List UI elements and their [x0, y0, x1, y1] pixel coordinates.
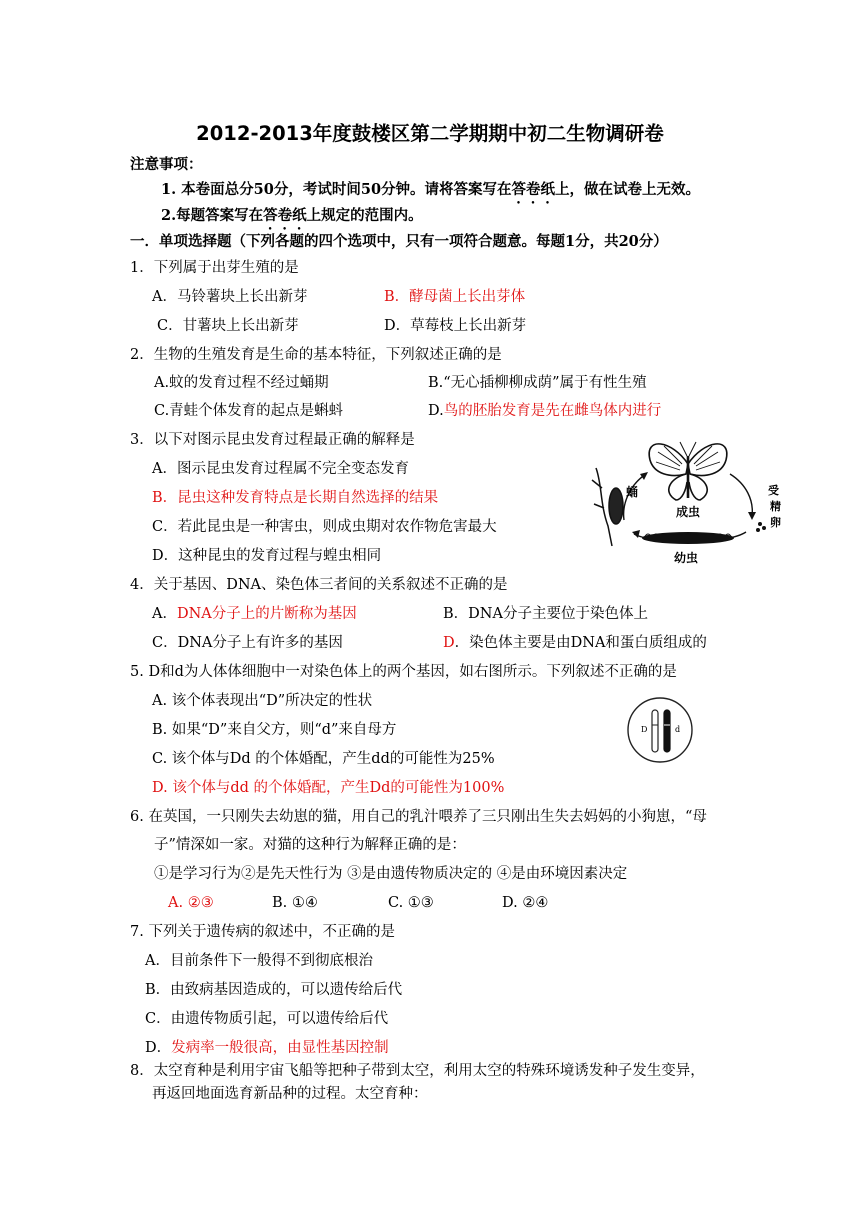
q5-option-a: A. 该个体表现出“D”所决定的性状	[152, 693, 373, 709]
q8-stem-line-2: 再返回地面选育新品种的过程。太空育种：	[152, 1086, 428, 1102]
pupa-drawing	[592, 468, 623, 546]
q7-option-c: C．由遗传物质引起，可以遗传给后代	[145, 1011, 389, 1027]
q4-option-d-prefix: D	[443, 635, 455, 651]
larva-drawing	[642, 532, 734, 544]
notice-item-2	[161, 207, 423, 233]
gene-label-d: d	[675, 725, 681, 734]
notice-item-2-text-a: 2.每题答案写在	[161, 207, 264, 224]
butterfly-drawing	[649, 442, 727, 500]
label-egg-2: 精	[770, 500, 781, 513]
notice-item-1-text-b: 上，做在试卷上无效。	[555, 181, 701, 198]
q3-option-b: B．昆虫这种发育特点是长期自然选择的结果	[152, 490, 439, 506]
q6-stem-line-1: 6. 在英国，一只刚失去幼崽的猫，用自己的乳汁喂养了三只刚出生失去妈妈的小狗崽，“母	[130, 809, 707, 825]
label-larva: 幼虫	[674, 551, 699, 565]
q2-option-c: C.青蛙个体发育的起点是蝌蚪	[154, 403, 344, 419]
q3-option-a: A．图示昆虫发育过程属不完全变态发育	[152, 461, 409, 477]
notice-item-2-emphasis: 答卷纸	[263, 207, 307, 224]
insect-life-cycle-figure	[588, 434, 788, 566]
q2-option-b: B.“无心插柳柳成荫”属于有性生殖	[428, 375, 647, 391]
notice-item-2-text-b: 上规定的范围内。	[306, 207, 423, 224]
notice-item-1-text-a: 1. 本卷面总分50分，考试时间50分钟。请将答案写在	[161, 181, 512, 198]
page-title: 2012-2013年度鼓楼区第二学期期中初二生物调研卷	[196, 122, 664, 145]
q5-option-d: D. 该个体与dd 的个体婚配，产生Dd的可能性为100%	[152, 780, 505, 796]
notice-heading: 注意事项：	[130, 156, 203, 173]
q7-option-d	[145, 1039, 389, 1057]
label-pupa: 蛹	[626, 485, 639, 499]
q1-option-a: A．马铃薯块上长出新芽	[152, 289, 308, 305]
q3-stem: 3．以下对图示昆虫发育过程最正确的解释是	[130, 432, 415, 448]
gene-label-D: D	[641, 725, 648, 734]
q7-option-a: A．目前条件下一般得不到彻底根治	[145, 953, 373, 969]
q6-stem-line-2: 子”情深如一家。对猫的这种行为解释正确的是：	[154, 837, 466, 853]
q3-option-c: C．若此昆虫是一种害虫，则成虫期对农作物危害最大	[152, 519, 497, 535]
label-egg-1: 受	[768, 484, 779, 497]
q7-stem: 7. 下列关于遗传病的叙述中，不正确的是	[130, 924, 395, 940]
q4-option-a	[152, 605, 357, 623]
q7-option-d-text: 发病率一般很高，由显性基因控制	[171, 1040, 389, 1056]
q6-option-d: D. ②④	[502, 895, 549, 911]
q4-option-d	[443, 634, 707, 652]
q1-option-d: D．草莓枝上长出新芽	[384, 318, 527, 334]
notice-item-1	[161, 181, 700, 207]
q4-option-d-text: ．染色体主要是由DNA和蛋白质组成的	[454, 635, 707, 651]
q4-option-a-prefix: A．	[152, 606, 177, 622]
q2-option-d-prefix: D.	[428, 403, 444, 419]
q1-stem: 1．下列属于出芽生殖的是	[130, 260, 299, 276]
label-adult: 成虫	[676, 505, 701, 519]
chromosome-pair-figure	[626, 696, 694, 764]
q4-stem: 4．关于基因、DNA、染色体三者间的关系叙述不正确的是	[130, 577, 508, 593]
q7-option-b: B．由致病基因造成的，可以遗传给后代	[145, 982, 403, 998]
q1-option-c: C．甘薯块上长出新芽	[157, 318, 299, 334]
q6-option-a: A. ②③	[168, 895, 214, 911]
q5-option-b: B. 如果“D”来自父方，则“d”来自母方	[152, 722, 397, 738]
notice-item-1-emphasis: 答卷纸	[511, 181, 556, 198]
q3-option-d: D．这种昆虫的发育过程与蝗虫相同	[152, 548, 382, 564]
q2-option-d-text: 鸟的胚胎发育是先在雌鸟体内进行	[443, 403, 662, 419]
q2-option-a: A.蚊的发育过程不经过蛹期	[154, 375, 329, 391]
q2-option-d	[428, 402, 661, 420]
q4-option-b: B．DNA分子主要位于染色体上	[443, 606, 648, 622]
q7-option-d-prefix: D．	[145, 1040, 172, 1056]
q4-option-a-text: DNA分子上的片断称为基因	[176, 606, 357, 622]
section-heading: 一．单项选择题（下列各题的四个选项中，只有一项符合题意。每题1分，共20分）	[130, 233, 668, 250]
q6-option-c: C. ①③	[388, 895, 434, 911]
label-egg-3: 卵	[770, 516, 781, 529]
q1-option-b: B．酵母菌上长出芽体	[384, 289, 526, 305]
q6-option-b: B. ①④	[272, 895, 318, 911]
q2-stem: 2．生物的生殖发育是生命的基本特征，下列叙述正确的是	[130, 347, 502, 363]
q4-option-c: C．DNA分子上有许多的基因	[152, 635, 343, 651]
q5-option-c: C. 该个体与Dd 的个体婚配，产生dd的可能性为25%	[152, 751, 495, 767]
q6-statements: ①是学习行为②是先天性行为 ③是由遗传物质决定的 ④是由环境因素决定	[154, 866, 628, 882]
q5-stem: 5. D和d为人体体细胞中一对染色体上的两个基因，如右图所示。下列叙述不正确的是	[130, 664, 677, 680]
q8-stem-line-1: 8．太空育种是利用宇宙飞船等把种子带到太空，利用太空的特殊环境诱发种子发生变异，	[130, 1063, 705, 1079]
